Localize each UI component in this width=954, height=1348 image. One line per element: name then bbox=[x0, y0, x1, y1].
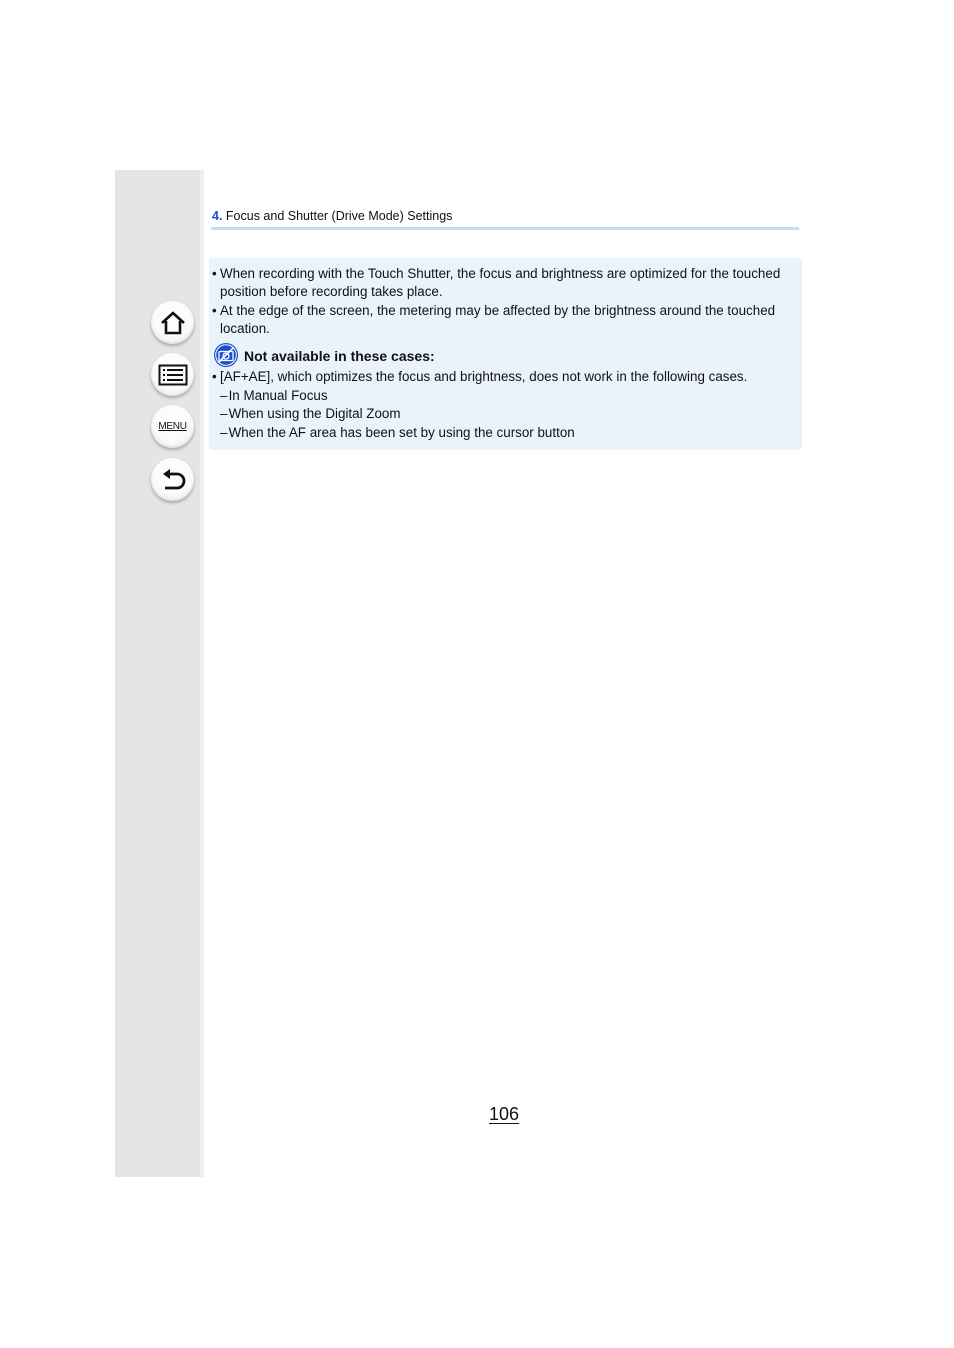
header-divider bbox=[211, 227, 799, 230]
bullet-marker: • bbox=[212, 369, 217, 384]
not-available-heading: Not available in these cases: bbox=[244, 348, 435, 364]
sidebar-edge bbox=[200, 170, 204, 1177]
dash-marker: – bbox=[220, 425, 228, 440]
note-item-1-line-1: When recording with the Touch Shutter, the focus and brightness are optimized for the touched bbox=[220, 266, 781, 281]
table-of-contents-button[interactable] bbox=[151, 353, 194, 396]
chapter-number: 4. bbox=[212, 209, 223, 223]
dash-marker: – bbox=[220, 406, 228, 421]
home-icon bbox=[159, 310, 187, 336]
note-item-1-line-2: position before recording takes place. bbox=[220, 284, 443, 299]
note-item-2-line-2: location. bbox=[220, 321, 270, 336]
bullet-marker: • bbox=[212, 303, 217, 318]
menu-button[interactable] bbox=[151, 405, 194, 448]
case-intro: [AF+AE], which optimizes the focus and brightness, does not work in the following cases. bbox=[220, 369, 748, 384]
note-item-2-line-1: At the edge of the screen, the metering may be affected by the brightness around the touched bbox=[220, 303, 776, 318]
return-arrow-icon bbox=[159, 468, 187, 492]
case-item bbox=[220, 406, 401, 422]
case-text: When using the Digital Zoom bbox=[228, 406, 401, 421]
chapter-header bbox=[212, 209, 452, 223]
case-text: When the AF area has been set by using the cursor button bbox=[228, 425, 575, 440]
dash-marker: – bbox=[220, 388, 228, 403]
list-icon bbox=[158, 364, 188, 386]
case-item bbox=[220, 388, 328, 404]
bullet-marker: • bbox=[212, 266, 217, 281]
not-available-icon bbox=[213, 342, 239, 368]
back-button[interactable] bbox=[151, 458, 194, 501]
case-text: In Manual Focus bbox=[228, 388, 328, 403]
menu-label: MENU bbox=[158, 421, 187, 432]
chapter-title: Focus and Shutter (Drive Mode) Settings bbox=[225, 209, 453, 223]
case-item bbox=[220, 425, 575, 441]
page-number: 106 bbox=[489, 1104, 520, 1124]
home-button[interactable] bbox=[151, 301, 194, 344]
